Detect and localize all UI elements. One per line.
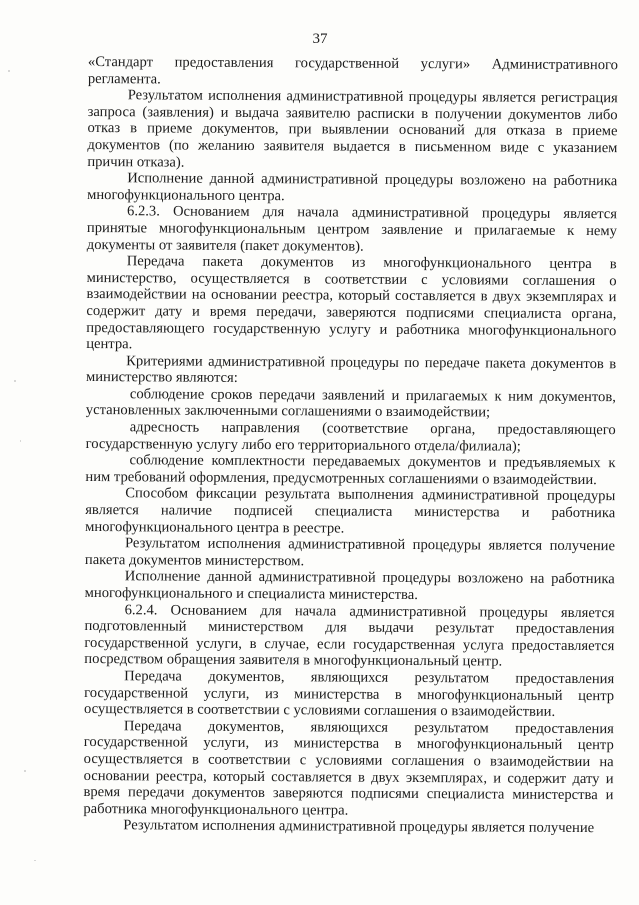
scan-speck	[24, 770, 26, 772]
page-number: 37	[312, 31, 328, 47]
paragraph-clause-6-2-3: 6.2.3. Основанием для начала административной процедуры является принятые многофункциональным центром заявление и прилагаемые к нему документы от заявителя (пакет документов).	[86, 203, 618, 255]
paragraph-continuation: «Стандарт предоставления государственной услуги» Административного регламента.	[87, 54, 618, 88]
paragraph: Результатом исполнения административной процедуры является регистрация запроса (заявления) и выдача заявителю расписки в получении документов либо отказ в приеме документов, при выявлении оснований для отказа в приеме документов (по желанию заявителя выдается в письменном виде с указанием причин отказа).	[87, 87, 618, 171]
criteria-item: соблюдение сроков передачи заявлений и прилагаемых к ним документов, установленных заключенными соглашениями о взаимодействии;	[85, 386, 616, 421]
criteria-item: адресность направления (соответствие органа, предоставляющего государственную услугу либо его территориального отдела/филиала);	[85, 419, 616, 455]
paragraph: Исполнение данной административной процедуры возложено на работника многофункционального и специалиста министерства.	[84, 568, 615, 604]
document-body	[83, 54, 618, 837]
paragraph: Критериями административной процедуры по передаче пакета документов в министерство являются:	[85, 352, 617, 387]
paragraph: Передача пакета документов из многофункционального центра в министерство, осуществляется в соответствии с условиями соглашения о взаимодействии на основании реестра, который составляется в двух экземплярах и содержит дату и время передачи, заверяются подписями специалиста органа, предоставляющего государственную услугу и работника многофункционального центра.	[86, 253, 617, 353]
criteria-item: соблюдение комплектности передаваемых документов и предъявляемых к ним требований оформления, предусмотренных соглашениями о взаимодействии.	[85, 452, 616, 488]
paragraph: Способом фиксации результата выполнения административной процедуры является наличие подписей специалиста министерства и работника многофункционального центра в реестре.	[85, 485, 616, 537]
paragraph: Результатом исполнения административной процедуры является получение пакета документов министерством.	[84, 535, 616, 570]
paragraph: Передача документов, являющихся результатом предоставления государственной услуги, из министерства в многофункциональный центр осуществляется в соответствии с условиями соглашения о взаимодействии.	[83, 668, 615, 721]
scan-speck	[8, 70, 10, 72]
scan-speck	[20, 440, 21, 442]
paragraph-last-line: Результатом исполнения административной процедуры является получение	[123, 817, 595, 837]
paragraph: Передача документов, являющихся результатом предоставления государственной услуги, из министерства в многофункциональный центр осуществляется в соответствии с условиями соглашения о взаимодействии на основании реестра, который составляется в двух экземплярах, и содержит дату и время передачи документов заверяются подписями специалиста министерства и работника многофункционального центра.	[83, 717, 614, 819]
scan-speck	[34, 860, 36, 861]
paragraph-clause-6-2-4: 6.2.4. Основанием для начала административной процедуры является подготовленный министерством для выдачи результат предоставления государственной услуги, в случае, если государственная услуга предоставляется посредством обращения заявителя в многофункциональный центр.	[84, 601, 615, 670]
scan-speck	[14, 380, 16, 382]
paragraph: Исполнение данной административной процедуры возложено на работника многофункционального центра.	[87, 170, 618, 204]
